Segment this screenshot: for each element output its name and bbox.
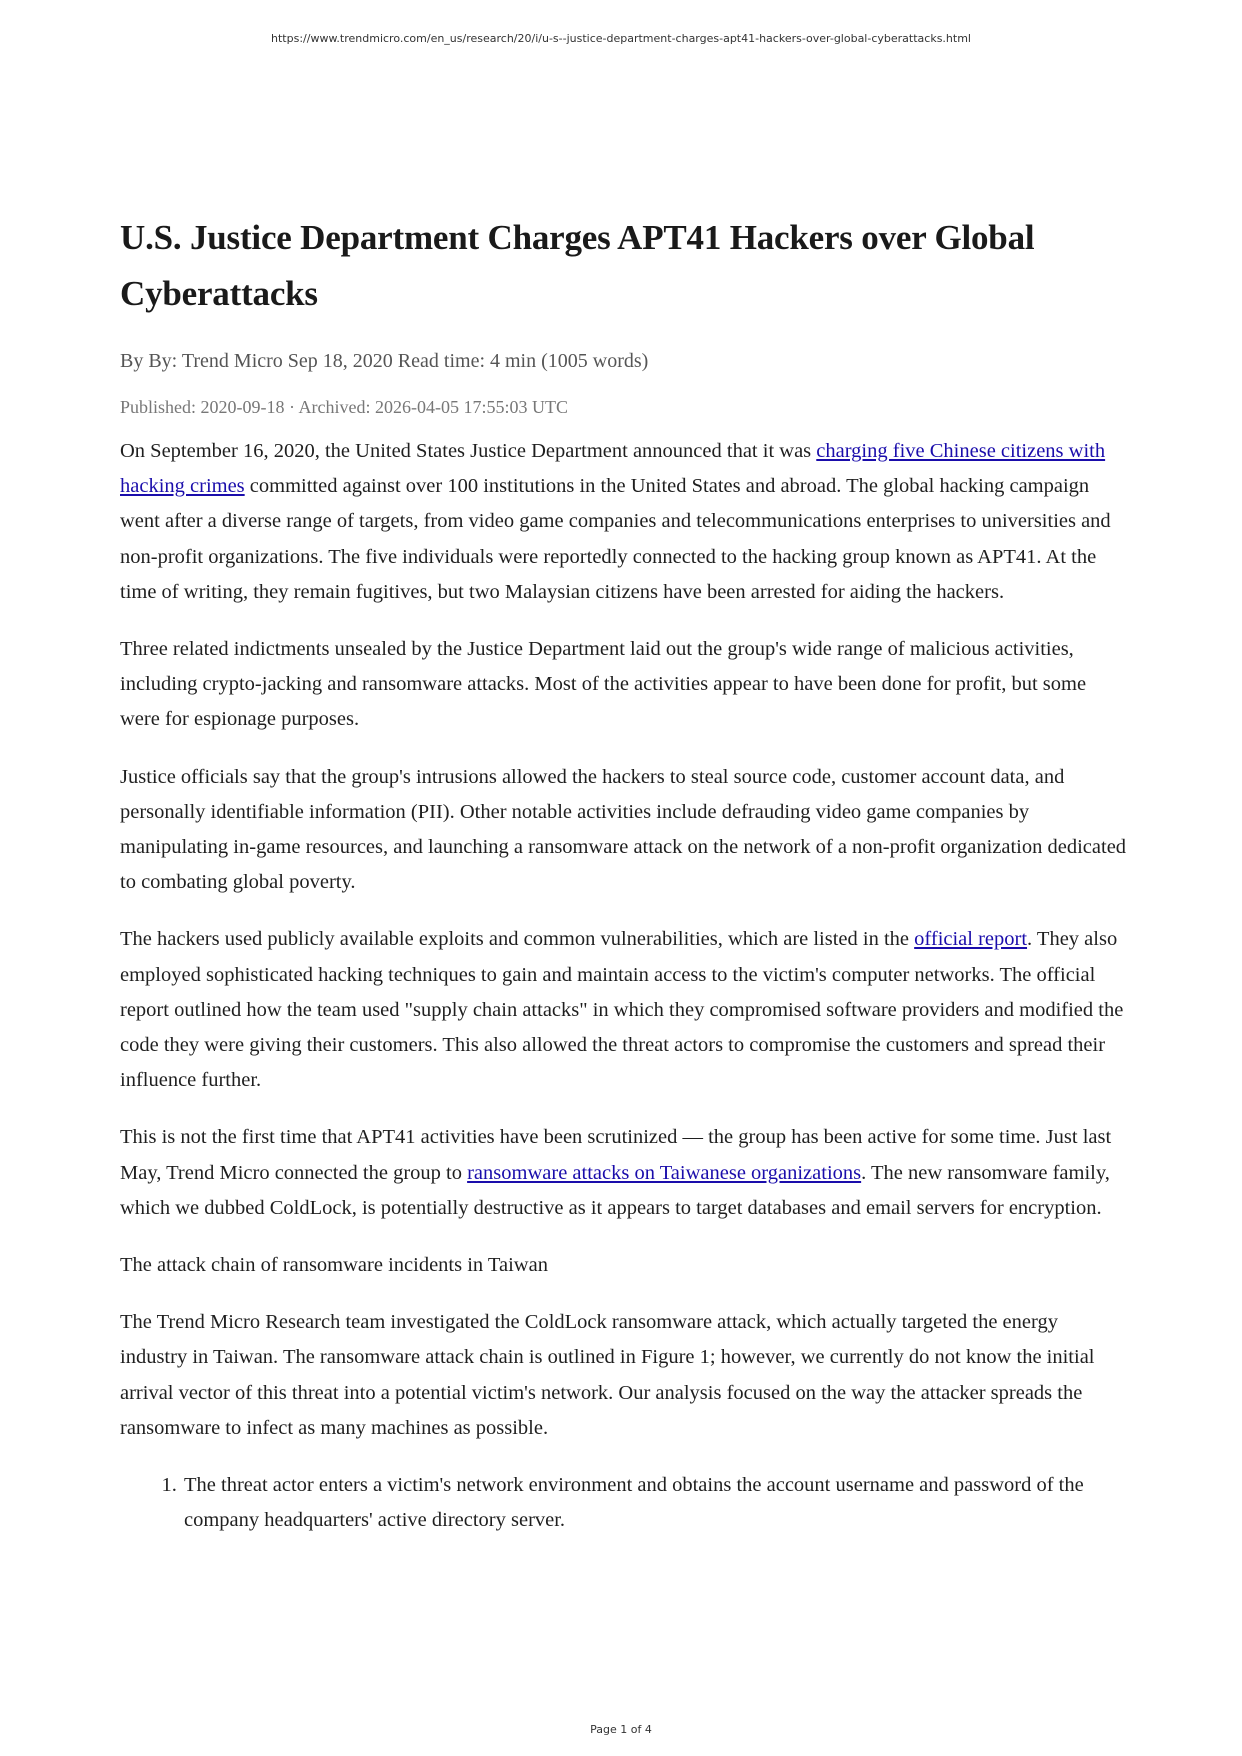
page-number: Page 1 of 4	[590, 1723, 652, 1736]
article	[120, 210, 1130, 1538]
page-url-header: https://www.trendmicro.com/en_us/research/20/i/u-s--justice-department-charges-apt41-hackers-over-global-cyberattacks.html	[271, 32, 971, 45]
paragraph-intrusions: Justice officials say that the group's intrusions allowed the hackers to steal source code, customer account data, and personally identifiable information (PII). Other notable activities include defrauding video game companies by manipulating in-game resources, and launching a ransomware attack on the network of a non-profit organization dedicated to combating global poverty.	[120, 765, 1127, 894]
section-subheading: The attack chain of ransomware incidents in Taiwan	[120, 1254, 548, 1277]
paragraph-text: This is not the first time that APT41 activities have been scrutinized — the group has been active for some time. Just last May, Trend Micro connected the group to	[120, 1126, 1112, 1184]
article-title: U.S. Justice Department Charges APT41 Hackers over Global Cyberattacks	[120, 218, 1035, 313]
paragraph-text: . They also employed sophisticated hacking techniques to gain and maintain access to the victim's computer networks. The official report outlined how the team used "supply chain attacks" in which they compromised software providers and modified the code they were giving their customers. This also allowed the threat actors to compromise the customers and spread their influence further.	[120, 928, 1124, 1092]
attack-steps-list	[120, 1468, 1130, 1538]
paragraph-text: . The new ransomware family, which we dubbed ColdLock, is potentially destructive as it appears to target databases and email servers for encryption.	[120, 1161, 1110, 1219]
paragraph-indictments: Three related indictments unsealed by the Justice Department laid out the group's wide range of malicious activities, including crypto-jacking and ransomware attacks. Most of the activities appear to have been done for profit, but some were for espionage purposes.	[120, 638, 1087, 731]
charging-link[interactable]: charging five Chinese citizens with hacking crimes	[120, 440, 1106, 498]
paragraph-exploits	[120, 922, 1130, 1098]
paragraph-text: The hackers used publicly available exploits and common vulnerabilities, which are listed in the	[120, 928, 915, 951]
taiwan-ransomware-link[interactable]: ransomware attacks on Taiwanese organizations	[467, 1161, 862, 1184]
article-body	[120, 434, 1130, 1538]
list-item: 1. The threat actor enters a victim's network environment and obtains the account username and password of the company headquarters' active directory server.	[182, 1468, 1130, 1538]
paragraph-intro	[120, 434, 1130, 610]
paragraph-history	[120, 1120, 1130, 1226]
paragraph-text: On September 16, 2020, the United States Justice Department announced that it was	[120, 440, 817, 462]
official-report-link[interactable]: official report	[914, 928, 1028, 951]
paragraph-text: committed against over 100 institutions in the United States and abroad. The global hacking campaign went after a diverse range of targets, from video game companies and telecommunications enterprises to universities and non-profit organizations. The five individuals were reportedly connected to the hacking group known as APT41. At the time of writing, they remain fugitives, but two Malaysian citizens have been arrested for aiding the hackers.	[120, 475, 1111, 603]
article-byline: By By: Trend Micro Sep 18, 2020 Read time: 4 min (1005 words)	[120, 350, 649, 372]
paragraph-investigation: The Trend Micro Research team investigated the ColdLock ransomware attack, which actually targeted the energy industry in Taiwan. The ransomware attack chain is outlined in Figure 1; however, we currently do not know the initial arrival vector of this threat into a potential victim's network. Our analysis focused on the way the attacker spreads the ransomware to infect as many machines as possible.	[120, 1311, 1095, 1439]
archive-meta: Published: 2020-09-18 · Archived: 2026-04-05 17:55:03 UTC	[120, 397, 568, 417]
